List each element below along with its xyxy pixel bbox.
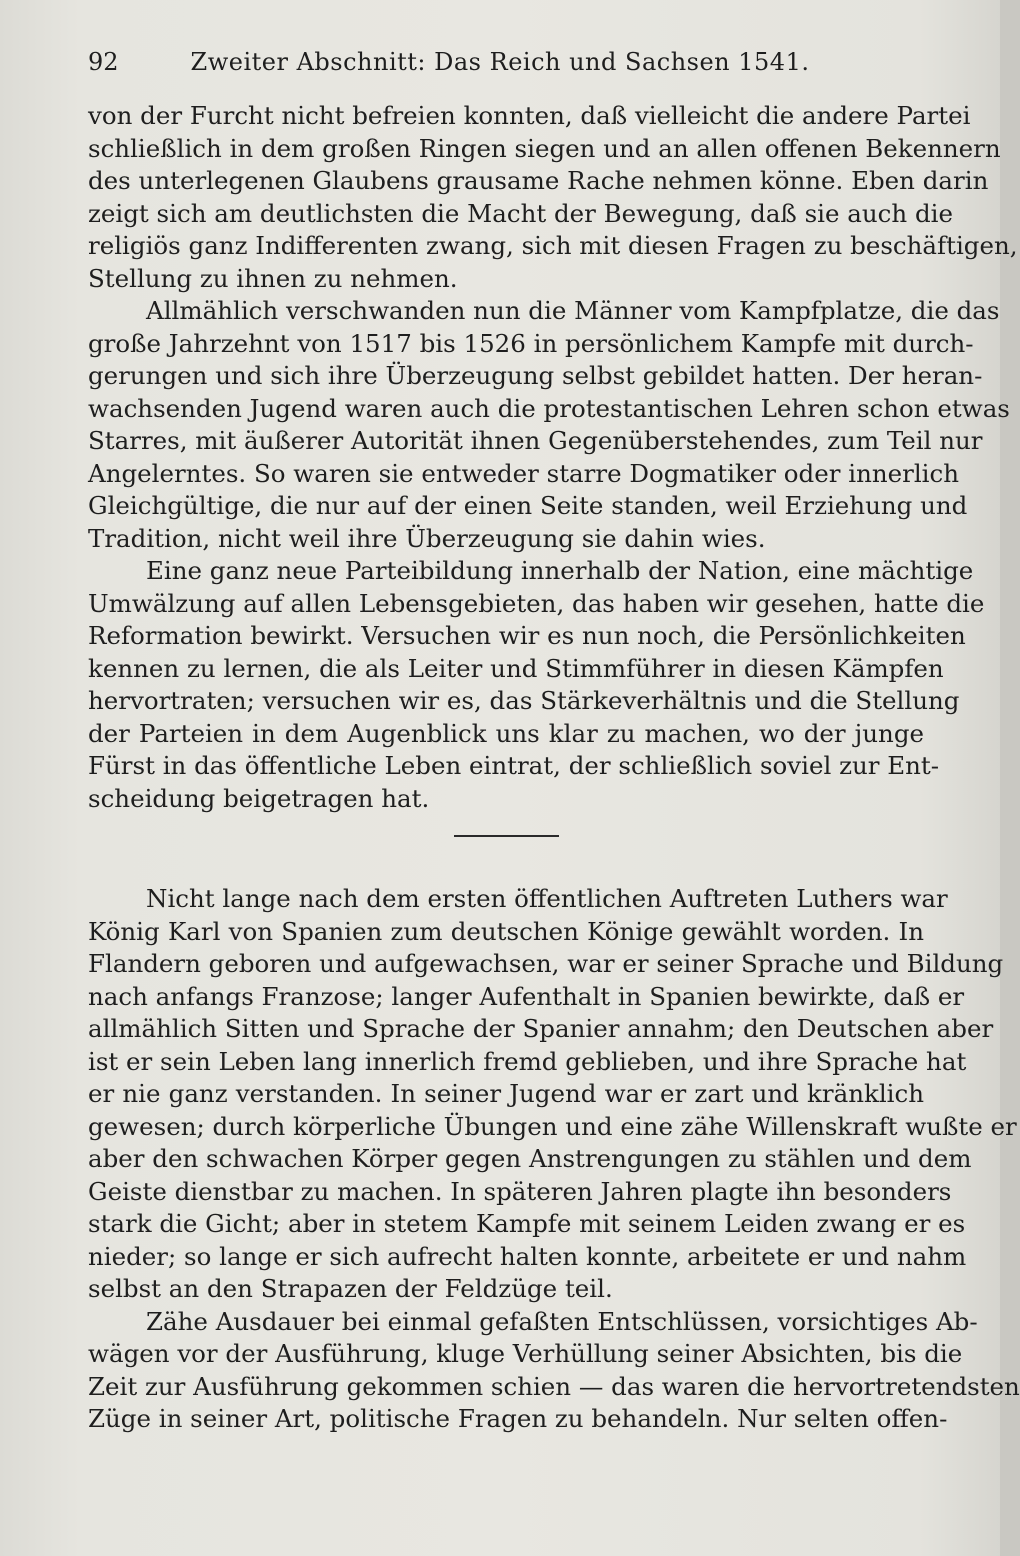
paragraph-4 [88,883,1017,1306]
text-line: König Karl von Spanien zum deutschen Könige gewählt worden. In [88,916,924,946]
paragraph-3 [88,555,985,815]
text-line: stark die Gicht; aber in stetem Kampfe mit seinem Leiden zwang er es [88,1209,966,1238]
text-line: Züge in seiner Art, politische Fragen zu behandeln. Nur selten offen- [88,1404,948,1433]
text-line: nieder; so lange er sich aufrecht halten konnte, arbeitete er und nahm [88,1241,967,1271]
body-text [88,100,1020,1436]
text-line: von der Furcht nicht befreien konnten, daß vielleicht die andere Partei [88,101,971,130]
text-line: hervortraten; versuchen wir es, das Stärkeverhältnis und die Stellung [88,686,960,715]
text-line: Flandern geboren und aufgewachsen, war er seiner Sprache und Bildung [88,949,1004,978]
text-line: Nicht lange nach dem ersten öffentlichen Auftreten Luthers war [146,884,948,913]
text-line: Fürst in das öffentliche Leben eintrat, der schließlich soviel zur Ent- [88,751,940,780]
text-line: Zeit zur Ausführung gekommen schien — das waren die hervortretendsten [88,1371,1020,1401]
text-line: Allmählich verschwanden nun die Männer vom Kampfplatze, die das [146,296,1000,325]
text-line: zeigt sich am deutlichsten die Macht der Bewegung, daß sie auch die [88,198,953,228]
text-line: gerungen und sich ihre Überzeugung selbst gebildet hatten. Der heran- [88,361,983,390]
text-line: scheidung beigetragen hat. [88,783,430,813]
text-line: Reformation bewirkt. Versuchen wir es nun noch, die Persönlichkeiten [88,621,966,650]
running-title: Zweiter Abschnitt: Das Reich und Sachsen 1541. [190,48,810,76]
text-line: gewesen; durch körperliche Übungen und eine zähe Willenskraft wußte er [88,1111,1017,1141]
paragraph-2 [88,295,1010,555]
text-line: Tradition, nicht weil ihre Überzeugung sie dahin wies. [88,523,766,553]
text-line: große Jahrzehnt von 1517 bis 1526 in persönlichem Kampfe mit durch- [88,328,974,358]
text-line: Starres, mit äußerer Autorität ihnen Gegenüberstehendes, zum Teil nur [88,426,983,455]
text-line: Zähe Ausdauer bei einmal gefaßten Entschlüssen, vorsichtiges Ab- [146,1306,978,1336]
text-line: Geiste dienstbar zu machen. In späteren Jahren plagte ihn besonders [88,1176,952,1206]
text-line: selbst an den Strapazen der Feldzüge teil. [88,1274,613,1303]
paragraph-5 [88,1306,1020,1436]
text-line: er nie ganz verstanden. In seiner Jugend war er zart und kränklich [88,1079,924,1108]
text-line: Umwälzung auf allen Lebensgebieten, das haben wir gesehen, hatte die [88,588,985,618]
text-line: wachsenden Jugend waren auch die protestantischen Lehren schon etwas [88,393,1010,423]
text-line: Gleichgültige, die nur auf der einen Seite standen, weil Erziehung und [88,491,968,520]
running-head [88,42,912,82]
text-line: wägen vor der Ausführung, kluge Verhüllung seiner Absichten, bis die [88,1339,963,1368]
text-line: allmählich Sitten und Sprache der Spanier annahm; den Deutschen aber [88,1014,994,1043]
text-line: nach anfangs Franzose; langer Aufenthalt in Spanien bewirkte, daß er [88,981,965,1011]
text-line: religiös ganz Indifferenten zwang, sich mit diesen Fragen zu beschäftigen, [88,231,1018,260]
text-line: kennen zu lernen, die als Leiter und Stimmführer in diesen Kämpfen [88,653,944,683]
paragraph-1 [88,100,1018,295]
text-line: Eine ganz neue Parteibildung innerhalb der Nation, eine mächtige [146,556,974,585]
page-number: 92 [88,48,119,76]
section-divider [454,835,559,837]
text-line: Stellung zu ihnen zu nehmen. [88,263,458,293]
text-line: der Parteien in dem Augenblick uns klar zu machen, wo der junge [88,718,924,748]
text-line: ist er sein Leben lang innerlich fremd geblieben, und ihre Sprache hat [88,1046,967,1076]
text-line: des unterlegenen Glaubens grausame Rache nehmen könne. Eben darin [88,166,989,195]
text-line: aber den schwachen Körper gegen Anstrengungen zu stählen und dem [88,1144,972,1173]
text-line: schließlich in dem großen Ringen siegen und an allen offenen Bekennern [88,133,1001,163]
text-line: Angelerntes. So waren sie entweder starre Dogmatiker oder innerlich [88,458,960,488]
